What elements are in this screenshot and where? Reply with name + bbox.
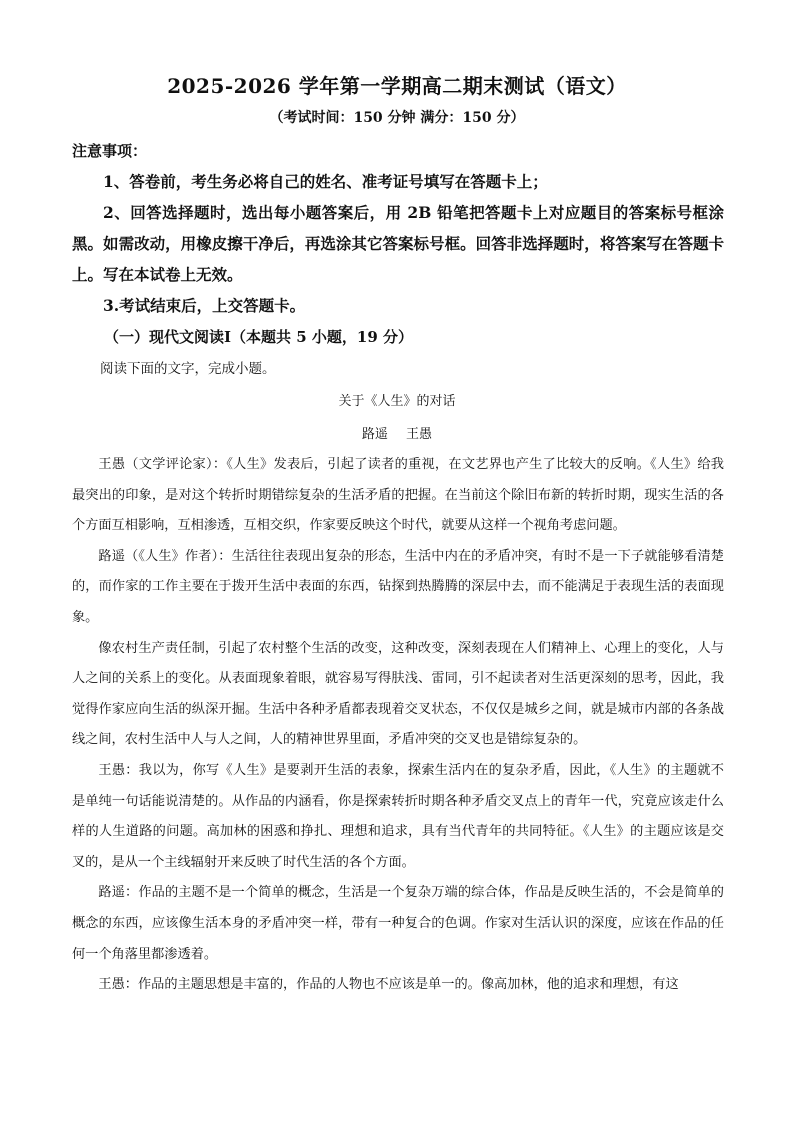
exam-title: 2025-2026 学年第一学期高二期末测试（语文） [167, 74, 627, 98]
notes-list [72, 166, 724, 321]
article-paragraph: 王愚：作品的主题思想是丰富的，作品的人物也不应该是单一的。像高加林，他的追求和理想，有这 [98, 977, 679, 993]
article-paragraph: 像农村生产责任制，引起了农村整个生活的改变，这种改变，深刻表现在人们精神上、心理上的变化，人与人之间的关系上的变化。从表面现象着眼，就容易写得肤浅、雷同，引不起读者对生活更深刻的思考，因此，我觉得作家应向生活的纵深开掘。生活中各种矛盾都表现着交叉状态，不仅仅是城乡之间，就是城市内部的各条战线之间，农村生活中人与人之间，人的精神世界里面，矛盾冲突的交叉也是错综复杂的。 [72, 640, 724, 748]
exam-subtitle: （考试时间：150 分钟 满分：150 分） [269, 110, 525, 126]
note-item-2: 2、回答选择题时，选出每小题答案后，用 2B 铅笔把答题卡上对应题目的答案标号框涂黑。如需改动，用橡皮擦干净后，再选涂其它答案标号框。回答非选择题时，将答案写在答题卡上。写在本试卷上无效。 [72, 203, 724, 284]
article-paragraph: 王愚：我以为，你写《人生》是要剥开生活的表象，探索生活内在的复杂矛盾，因此，《人生》的主题就不是单纯一句话能说清楚的。从作品的内涵看，你是探索转折时期各种矛盾交叉点上的青年一代，究竟应该走什么样的人生道路的问题。高加林的困惑和挣扎、理想和追求，具有当代青年的共同特征。《人生》的主题应该是交叉的，是从一个主线辐射开来反映了时代生活的各个方面。 [72, 762, 724, 870]
note-item-3: 3.考试结束后，上交答题卡。 [103, 296, 306, 315]
article-paragraph: 王愚（文学评论家）：《人生》发表后，引起了读者的重视，在文艺界也产生了比较大的反响。《人生》给我最突出的印象，是对这个转折时期错综复杂的生活矛盾的把握。在当前这个除旧布新的转折时期，现实生活的各个方面互相影响，互相渗透，互相交织，作家要反映这个时代，就要从这样一个视角考虑问题。 [72, 457, 724, 534]
note-item-1: 1、答卷前，考生务必将自己的姓名、准考证号填写在答题卡上； [103, 172, 548, 191]
section-instruction: 阅读下面的文字，完成小题。 [100, 361, 276, 377]
article-authors: 路遥 王愚 [361, 427, 433, 442]
section-heading: （一）现代文阅读Ⅰ（本题共 5 小题，19 分） [104, 328, 413, 346]
notes-heading: 注意事项： [72, 142, 148, 160]
article-title: 关于《人生》的对话 [338, 394, 456, 409]
article-paragraph: 路遥（《人生》作者）：生活往往表现出复杂的形态，生活中内在的矛盾冲突，有时不是一下子就能够看清楚的，而作家的工作主要在于拨开生活中表面的东西，钻探到热腾腾的深层中去，而不能满足于表现生活的表面现象。 [72, 548, 724, 625]
article-body [72, 450, 724, 1001]
article-paragraph: 路遥：作品的主题不是一个简单的概念，生活是一个复杂万端的综合体，作品是反映生活的，不会是简单的概念的东西，应该像生活本身的矛盾冲突一样，带有一种复合的色调。作家对生活认识的深度，应该在作品的任何一个角落里都渗透着。 [72, 885, 724, 962]
